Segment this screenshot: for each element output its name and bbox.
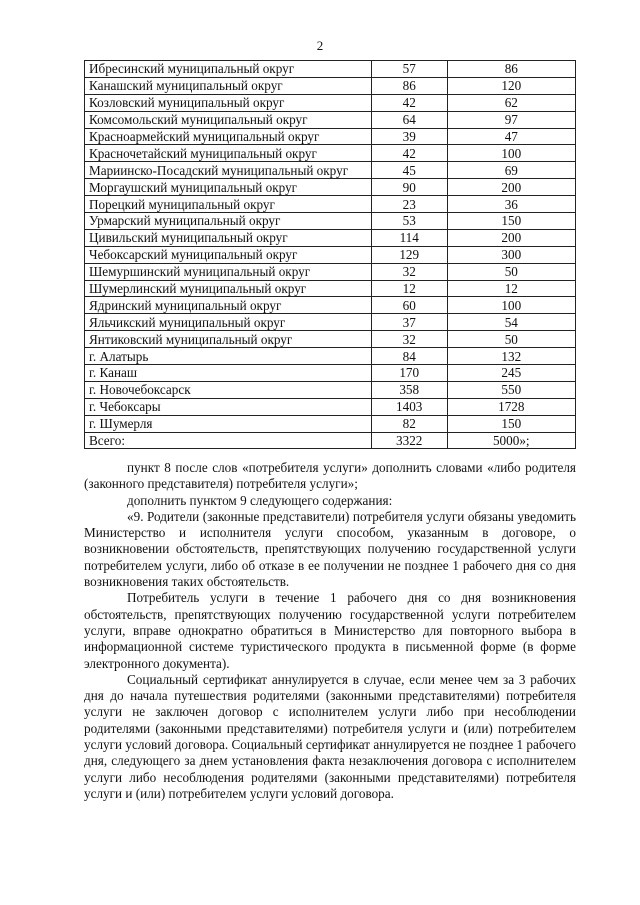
- table-body: [85, 61, 576, 449]
- district-name-cell: Урмарский муниципальный округ: [85, 213, 372, 230]
- value-cell-1: 358: [371, 381, 447, 398]
- table-row: [85, 398, 576, 415]
- table-row: [85, 280, 576, 297]
- table-row: [85, 297, 576, 314]
- table-row: [85, 381, 576, 398]
- paragraph: пункт 8 после слов «потребителя услуги» дополнить словами «либо родителя (законного представителя) потребителя услуги»;: [84, 460, 576, 492]
- table-row: [85, 162, 576, 179]
- district-name-cell: г. Шумерля: [85, 415, 372, 432]
- district-name-cell: г. Новочебоксарск: [85, 381, 372, 398]
- value-cell-2: 245: [447, 365, 575, 382]
- value-cell-1: 3322: [371, 432, 447, 449]
- table-row: [85, 196, 576, 213]
- value-cell-2: 5000»;: [447, 432, 575, 449]
- value-cell-2: 200: [447, 179, 575, 196]
- value-cell-2: 54: [447, 314, 575, 331]
- paragraph: Потребитель услуги в течение 1 рабочего дня со дня возникновения обстоятельств, препятствующих получению государственной услуги потребителем услуги, вправе однократно обратиться в Министерство для повторного выбора в информационной системе туристического продукта в письменной форме (в форме электронного документа).: [84, 590, 576, 671]
- district-name-cell: Ибресинский муниципальный округ: [85, 61, 372, 78]
- value-cell-2: 69: [447, 162, 575, 179]
- district-name-cell: Шемуршинский муниципальный округ: [85, 263, 372, 280]
- value-cell-1: 32: [371, 263, 447, 280]
- table-row: [85, 263, 576, 280]
- district-name-cell: Всего:: [85, 432, 372, 449]
- table-row: [85, 61, 576, 78]
- value-cell-1: 57: [371, 61, 447, 78]
- value-cell-2: 120: [447, 77, 575, 94]
- district-name-cell: Яльчикский муниципальный округ: [85, 314, 372, 331]
- table-row: [85, 128, 576, 145]
- value-cell-2: 86: [447, 61, 575, 78]
- value-cell-2: 47: [447, 128, 575, 145]
- table-row: [85, 77, 576, 94]
- value-cell-1: 45: [371, 162, 447, 179]
- value-cell-1: 90: [371, 179, 447, 196]
- district-name-cell: Чебоксарский муниципальный округ: [85, 246, 372, 263]
- district-name-cell: Янтиковский муниципальный округ: [85, 331, 372, 348]
- table-row: [85, 179, 576, 196]
- table-row: [85, 415, 576, 432]
- table-row: [85, 348, 576, 365]
- table-row: [85, 94, 576, 111]
- page-number: 2: [316, 38, 324, 53]
- value-cell-2: 97: [447, 111, 575, 128]
- table-row: [85, 229, 576, 246]
- value-cell-1: 60: [371, 297, 447, 314]
- value-cell-2: 150: [447, 415, 575, 432]
- table-row: [85, 145, 576, 162]
- district-name-cell: Красночетайский муниципальный округ: [85, 145, 372, 162]
- district-name-cell: Комсомольский муниципальный округ: [85, 111, 372, 128]
- value-cell-2: 550: [447, 381, 575, 398]
- value-cell-2: 150: [447, 213, 575, 230]
- value-cell-2: 100: [447, 297, 575, 314]
- value-cell-2: 12: [447, 280, 575, 297]
- paragraph: «9. Родители (законные представители) потребителя услуги обязаны уведомить Министерство и исполнителя услуги способом, указанным в договоре, о возникновении обстоятельств, препятствующих получению государственной услуги потребителем услуги, либо об отказе в ее получении не позднее 1 рабочего дня со дня возникновения таких обстоятельств.: [84, 508, 576, 590]
- table-row: [85, 111, 576, 128]
- district-name-cell: г. Канаш: [85, 365, 372, 382]
- district-name-cell: Ядринский муниципальный округ: [85, 297, 372, 314]
- value-cell-1: 39: [371, 128, 447, 145]
- district-name-cell: Шумерлинский муниципальный округ: [85, 280, 372, 297]
- district-name-cell: Моргаушский муниципальный округ: [85, 179, 372, 196]
- value-cell-1: 23: [371, 196, 447, 213]
- paragraph: Социальный сертификат аннулируется в случае, если менее чем за 3 рабочих дня до начала путешествия родителями (законными представителями) потребителя услуги не заключен договор с исполнителем услуги либо при несоблюдении родителями (законными представителями) потребителя услуги и (или) потребителем услуги условий договора. Социальный сертификат аннулируется не позднее 1 рабочего дня, следующего за днем установления факта незаключения договора с исполнителем услуги либо несоблюдения родителями (законными представителями) потребителя услуги и (или) потребителем услуги условий договора.: [84, 671, 576, 801]
- table-row: [85, 331, 576, 348]
- value-cell-1: 1403: [371, 398, 447, 415]
- district-name-cell: Порецкий муниципальный округ: [85, 196, 372, 213]
- value-cell-1: 84: [371, 348, 447, 365]
- value-cell-2: 1728: [447, 398, 575, 415]
- value-cell-1: 42: [371, 94, 447, 111]
- table-row: [85, 213, 576, 230]
- value-cell-1: 12: [371, 280, 447, 297]
- value-cell-1: 129: [371, 246, 447, 263]
- value-cell-1: 53: [371, 213, 447, 230]
- value-cell-2: 200: [447, 229, 575, 246]
- value-cell-2: 36: [447, 196, 575, 213]
- district-name-cell: Мариинско-Посадский муниципальный округ: [85, 162, 372, 179]
- district-name-cell: Цивильский муниципальный округ: [85, 229, 372, 246]
- value-cell-2: 100: [447, 145, 575, 162]
- value-cell-1: 32: [371, 331, 447, 348]
- table-row: [85, 365, 576, 382]
- district-name-cell: г. Чебоксары: [85, 398, 372, 415]
- district-name-cell: Козловский муниципальный округ: [85, 94, 372, 111]
- value-cell-2: 132: [447, 348, 575, 365]
- district-name-cell: г. Алатырь: [85, 348, 372, 365]
- value-cell-1: 82: [371, 415, 447, 432]
- value-cell-2: 300: [447, 246, 575, 263]
- value-cell-1: 42: [371, 145, 447, 162]
- districts-table: [84, 60, 576, 449]
- value-cell-2: 62: [447, 94, 575, 111]
- value-cell-1: 170: [371, 365, 447, 382]
- table-row: [85, 314, 576, 331]
- paragraph: дополнить пунктом 9 следующего содержания:: [127, 492, 393, 508]
- district-name-cell: Канашский муниципальный округ: [85, 77, 372, 94]
- value-cell-1: 64: [371, 111, 447, 128]
- value-cell-2: 50: [447, 263, 575, 280]
- value-cell-1: 114: [371, 229, 447, 246]
- value-cell-1: 86: [371, 77, 447, 94]
- value-cell-2: 50: [447, 331, 575, 348]
- value-cell-1: 37: [371, 314, 447, 331]
- table-row: [85, 432, 576, 449]
- table-row: [85, 246, 576, 263]
- district-name-cell: Красноармейский муниципальный округ: [85, 128, 372, 145]
- amendment-text: [84, 460, 576, 802]
